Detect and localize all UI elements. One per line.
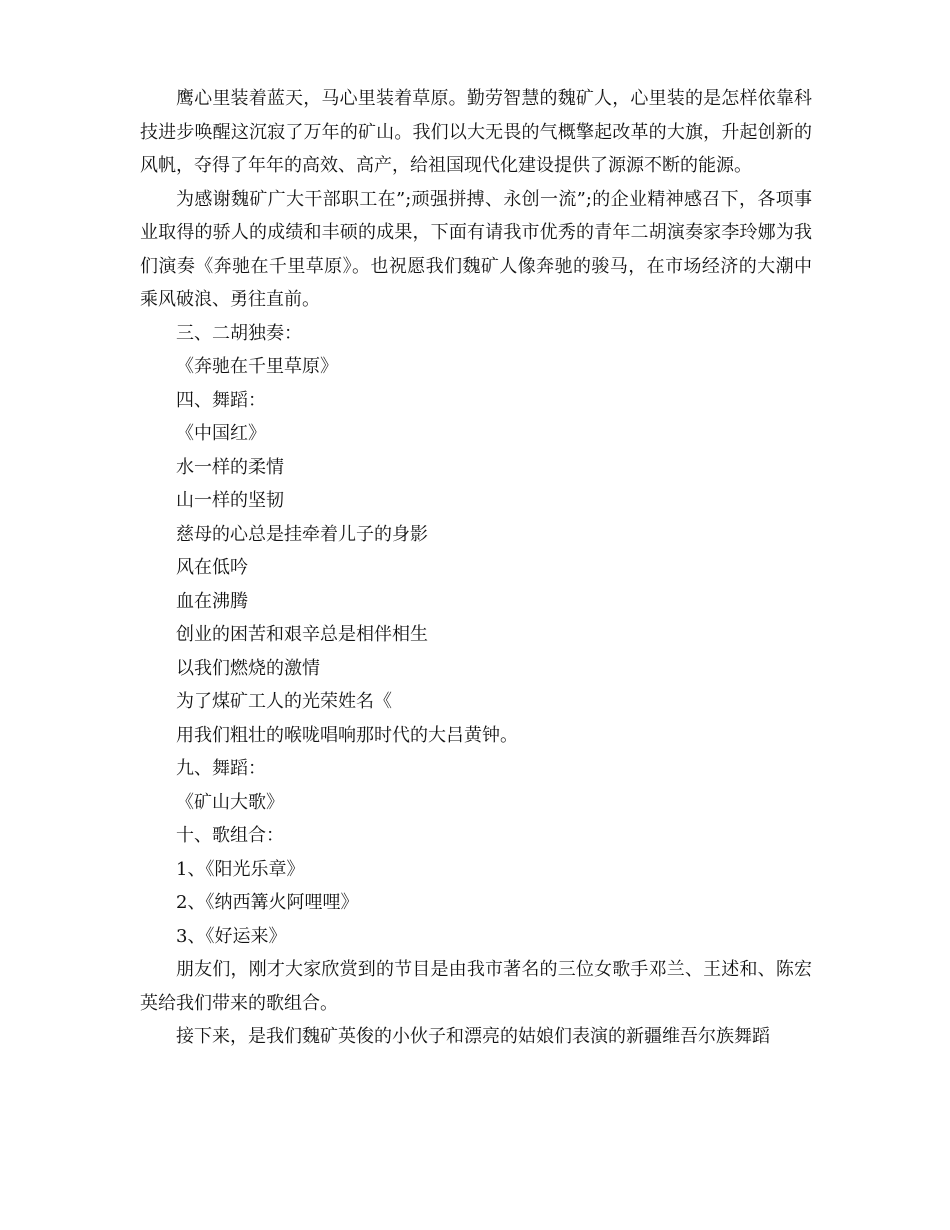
document-body [140,82,812,1054]
program-item-dance2-title: 九、舞蹈： [176,758,266,779]
program-item-dance-piece: 《中国红》 [176,423,266,444]
lyric-line: 山一样的坚韧 [176,490,284,511]
program-item-dance2-piece: 《矿山大歌》 [176,791,284,813]
lyric-line: 以我们燃烧的激情 [176,657,320,679]
song-list-item: 1、《阳光乐章》 [176,858,305,880]
paragraph-songs-summary: 朋友们，刚才大家欣赏到的节目是由我市著名的三位女歌手邓兰、王述和、陈宏英给我们带来的歌组合。 [140,959,812,1014]
lyric-line: 创业的困苦和艰辛总是相伴相生 [176,624,428,645]
program-item-erhu-title: 三、二胡独奏： [176,322,302,344]
paragraph-thanks: 为感谢魏矿广大干部职工在”;顽强拼搏、永创一流”;的企业精神感召下，各项事业取得的骄人的成绩和丰硕的成果，下面有请我市优秀的青年二胡演奏家李玲娜为我们演奏《奔驰在千里草原》。也祝愿我们魏矿人像奔驰的骏马，在市场经济的大潮中乘风破浪、勇往直前。 [140,188,812,310]
lyric-line: 为了煤矿工人的光荣姓名《 [176,691,392,712]
paragraph-intro: 鹰心里装着蓝天，马心里装着草原。勤劳智慧的魏矿人，心里装的是怎样依靠科技进步唤醒这沉寂了万年的矿山。我们以大无畏的气概擎起改革的大旗，升起创新的风帆，夺得了年年的高效、高产，给祖国现代化建设提供了源源不断的能源。 [140,88,812,176]
lyric-line: 风在低吟 [176,557,248,578]
song-list-item: 3、《好运来》 [176,925,287,947]
lyric-line: 慈母的心总是挂牵着儿子的身影 [176,523,428,545]
program-item-erhu-piece: 《奔驰在千里草原》 [176,356,338,377]
program-item-songs-title: 十、歌组合： [176,825,284,846]
lyric-line: 水一样的柔情 [176,456,284,478]
song-list-item: 2、《纳西篝火阿哩哩》 [176,892,359,913]
paragraph-next-act: 接下来，是我们魏矿英俊的小伙子和漂亮的姑娘们表演的新疆维吾尔族舞蹈 [176,1026,770,1047]
lyric-line: 血在沸腾 [176,590,248,612]
program-item-dance-title: 四、舞蹈： [176,389,266,411]
lyric-line: 用我们粗壮的喉咙唱响那时代的大吕黄钟。 [176,724,518,746]
